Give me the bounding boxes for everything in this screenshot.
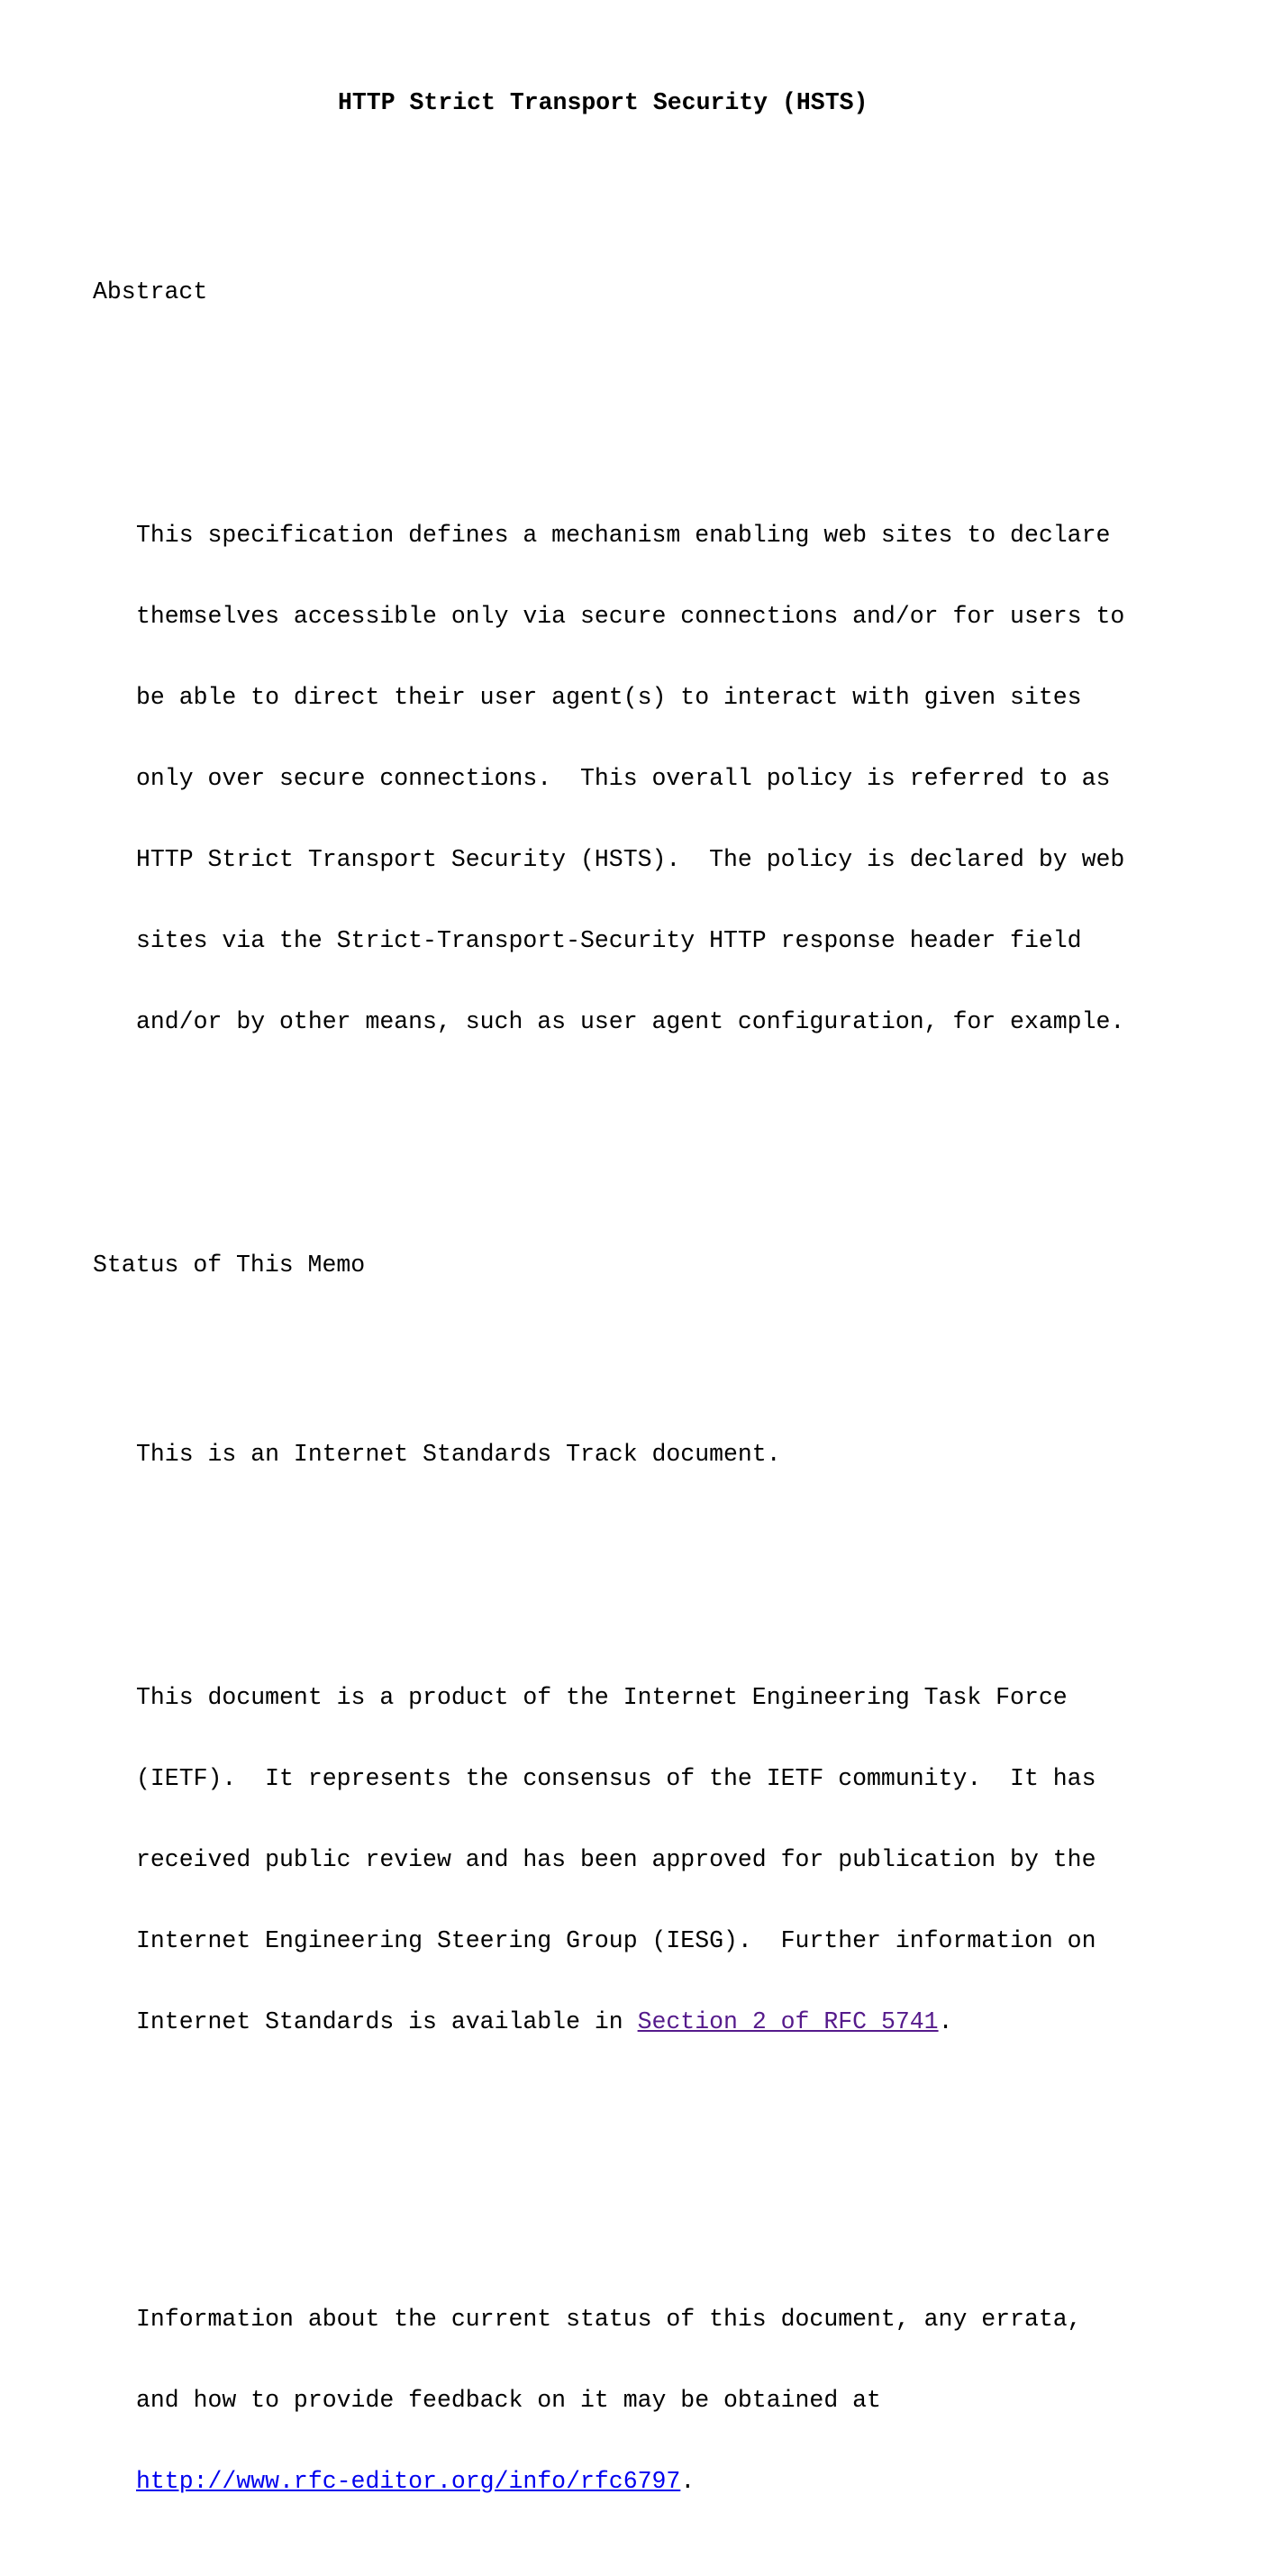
status-line: Internet Engineering Steering Group (IESG). Further information on <box>136 1927 1096 1954</box>
status-line: and how to provide feedback on it may be obtained at <box>136 2387 881 2414</box>
status-paragraph-2 <box>93 1630 1228 2089</box>
abstract-line: sites via the Strict-Transport-Security HTTP response header field <box>136 927 1082 954</box>
document-title: HTTP Strict Transport Security (HSTS) <box>338 89 868 116</box>
rfc-editor-info-link[interactable]: http://www.rfc-editor.org/info/rfc6797 <box>136 2468 681 2495</box>
spacer <box>93 360 1228 387</box>
abstract-paragraph <box>93 468 1228 1089</box>
status-line-prefix: Internet Standards is available in <box>136 2008 638 2035</box>
abstract-heading: Abstract <box>93 278 208 305</box>
abstract-line: themselves accessible only via secure connections and/or for users to <box>136 603 1125 630</box>
abstract-line: and/or by other means, such as user agent configuration, for example. <box>136 1008 1125 1035</box>
spacer <box>93 1333 1228 1360</box>
status-paragraph-1: This is an Internet Standards Track document. <box>136 1441 781 1468</box>
status-line-with-link <box>93 2008 1228 2035</box>
status-line: Information about the current status of this document, any errata, <box>136 2306 1082 2333</box>
status-line: received public review and has been approved for publication by the <box>136 1846 1096 1873</box>
spacer <box>93 1143 1228 1170</box>
abstract-line: be able to direct their user agent(s) to interact with given sites <box>136 684 1082 711</box>
period: . <box>938 2008 953 2035</box>
spacer <box>93 1522 1228 1549</box>
spacer <box>93 170 1228 197</box>
status-line: (IETF). It represents the consensus of the IETF community. It has <box>136 1765 1096 1792</box>
abstract-line: This specification defines a mechanism enabling web sites to declare <box>136 522 1111 549</box>
status-paragraph-3 <box>93 2252 1228 2549</box>
status-heading: Status of This Memo <box>93 1252 366 1279</box>
status-line: This document is a product of the Internet Engineering Task Force <box>136 1684 1068 1711</box>
abstract-line: only over secure connections. This overall policy is referred to as <box>136 765 1111 792</box>
rfc5741-section-link[interactable]: Section 2 of RFC 5741 <box>637 2008 939 2035</box>
abstract-line: HTTP Strict Transport Security (HSTS). The policy is declared by web <box>136 846 1125 873</box>
spacer <box>93 2144 1228 2171</box>
status-line-with-link <box>93 2468 1228 2495</box>
rfc-document <box>93 35 1228 2576</box>
period: . <box>680 2468 696 2495</box>
